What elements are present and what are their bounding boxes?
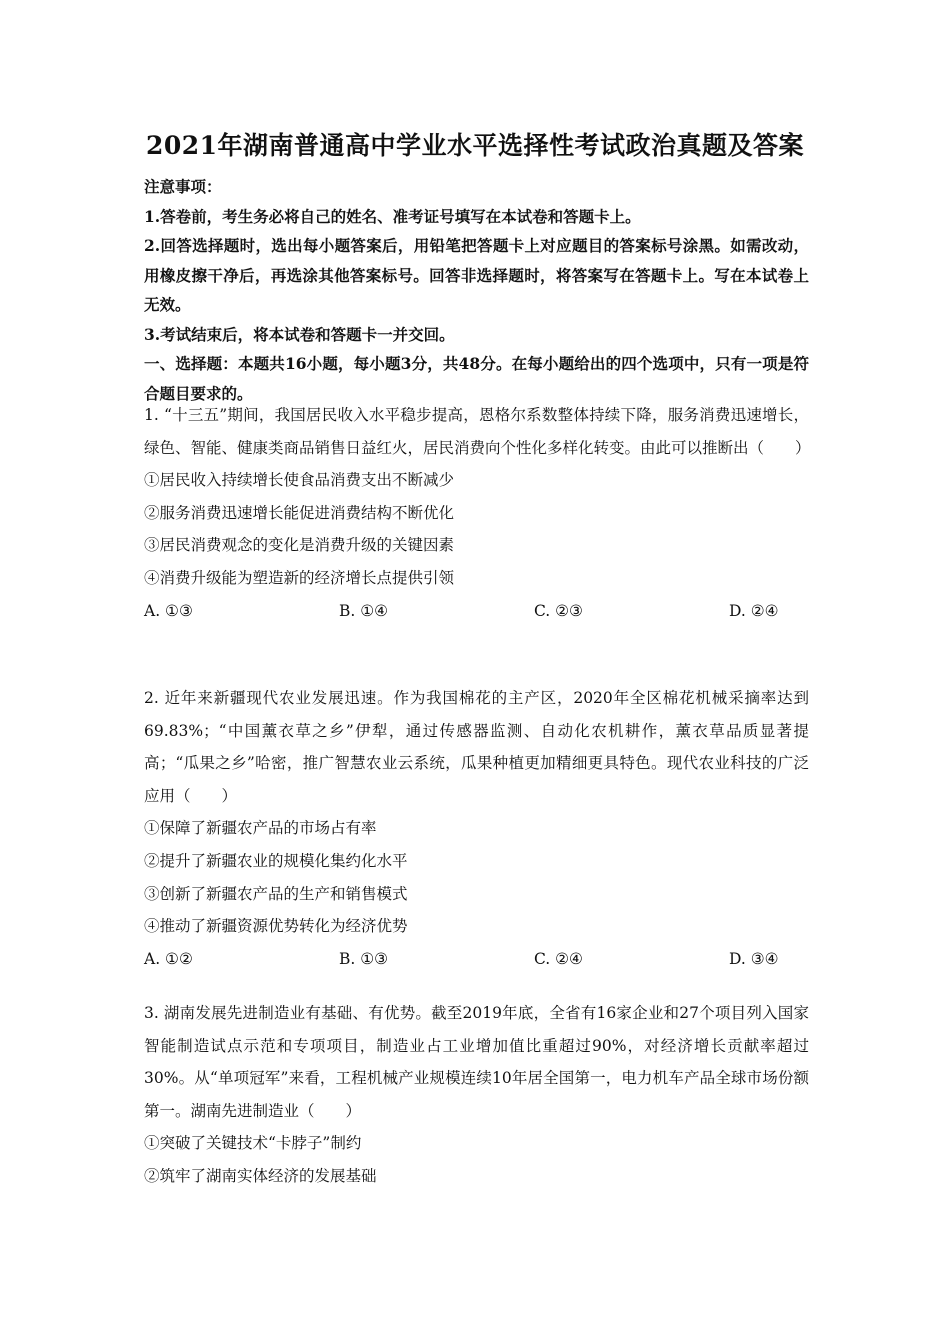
notice-item: 1.答卷前，考生务必将自己的姓名、准考证号填写在本试卷和答题卡上。 — [144, 206, 641, 226]
question-3 — [144, 997, 809, 1193]
question-item: ②提升了新疆农业的规模化集约化水平 — [144, 851, 408, 870]
question-stem: 2. 近年来新疆现代农业发展迅速。作为我国棉花的主产区，2020年全区棉花机械采摘率达到69.83%；“中国薰衣草之乡”伊犁，通过传感器监测、自动化农机耕作，薰衣草品质显著提高；“瓜果之乡”哈密，推广智慧农业云系统，瓜果种植更加精细更具特色。现代农业科技的广泛应用（ ） — [144, 689, 809, 805]
question-stem: 1. “十三五”期间，我国居民收入水平稳步提高，恩格尔系数整体持续下降，服务消费迅速增长，绿色、智能、健康类商品销售日益红火，居民消费向个性化多样化转变。由此可以推断出（ ） — [144, 406, 811, 457]
notice-item: 3.考试结束后，将本试卷和答题卡一并交回。 — [144, 324, 455, 344]
document-title: 2021年湖南普通高中学业水平选择性考试政治真题及答案 — [145, 131, 805, 160]
option-b: B. ①③ — [339, 949, 389, 968]
question-item: ④消费升级能为塑造新的经济增长点提供引领 — [144, 568, 455, 587]
option-c: C. ②④ — [534, 949, 583, 968]
question-item: ③居民消费观念的变化是消费升级的关键因素 — [144, 536, 455, 555]
question-item: ①保障了新疆农产品的市场占有率 — [144, 819, 377, 838]
answer-options — [144, 595, 809, 628]
option-a: A. ①③ — [144, 601, 193, 620]
option-d: D. ②④ — [729, 601, 779, 620]
question-stem: 3. 湖南发展先进制造业有基础、有优势。截至2019年底，全省有16家企业和27个项目列入国家智能制造试点示范和专项项目，制造业占工业增加值比重超过90%，对经济增长贡献率超过30%。从“单项冠军”来看，工程机械产业规模连续10年居全国第一，电力机车产品全球市场份额第一。湖南先进制造业（ ） — [144, 1004, 809, 1120]
option-d: D. ③④ — [729, 949, 779, 968]
question-item: ①突破了关键技术“卡脖子”制约 — [144, 1134, 362, 1153]
question-2 — [144, 682, 809, 975]
section-heading: 一、选择题：本题共16小题，每小题3分，共48分。在每小题给出的四个选项中，只有一项是符合题目要求的。 — [144, 354, 809, 403]
option-b: B. ①④ — [339, 601, 389, 620]
notice-section — [144, 172, 809, 408]
question-1 — [144, 399, 809, 627]
answer-options — [144, 943, 809, 976]
question-item: ③创新了新疆农产品的生产和销售模式 — [144, 884, 408, 903]
option-a: A. ①② — [144, 949, 193, 968]
option-c: C. ②③ — [534, 601, 583, 620]
notice-heading: 注意事项： — [144, 177, 222, 196]
notice-item: 2.回答选择题时，选出每小题答案后，用铅笔把答题卡上对应题目的答案标号涂黑。如需改动，用橡皮擦干净后，再选涂其他答案标号。回答非选择题时，将答案写在答题卡上。写在本试卷上无效。 — [144, 236, 809, 314]
question-item: ②筑牢了湖南实体经济的发展基础 — [144, 1166, 377, 1185]
question-item: ①居民收入持续增长使食品消费支出不断减少 — [144, 471, 455, 490]
question-item: ②服务消费迅速增长能促进消费结构不断优化 — [144, 503, 455, 522]
question-item: ④推动了新疆资源优势转化为经济优势 — [144, 917, 408, 936]
